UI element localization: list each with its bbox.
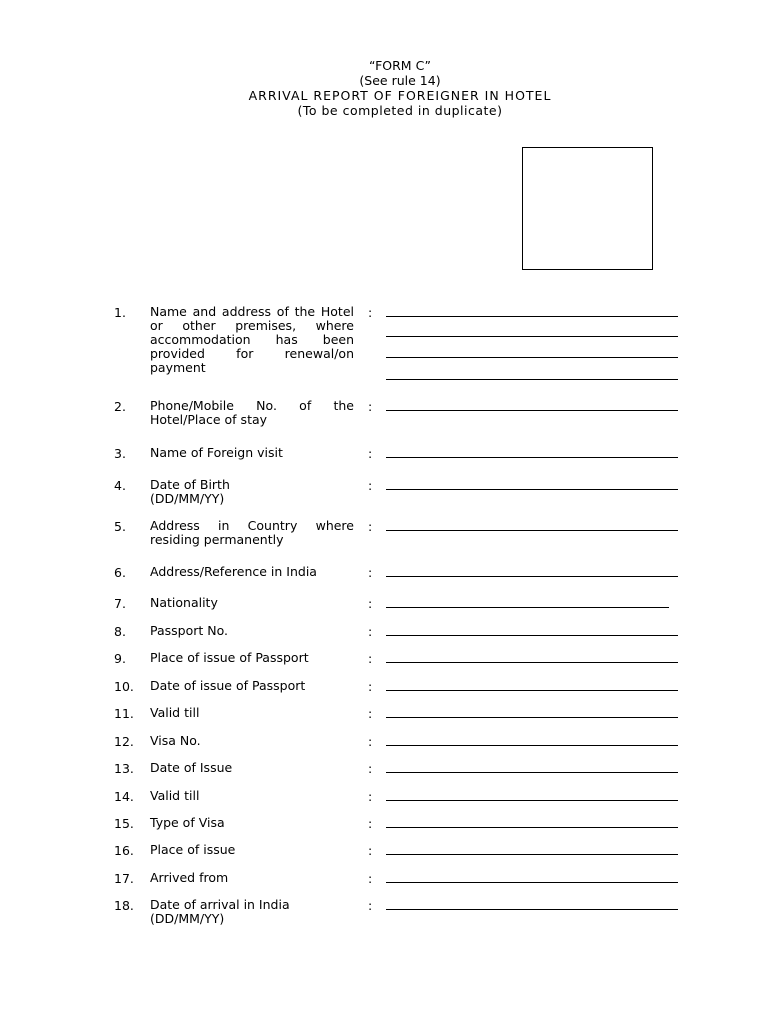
field-label: Name of Foreign visit [150,445,283,460]
field-label: Address in Country where residing permanently [150,518,354,547]
field-number: 3. [114,446,126,461]
field-number: 13. [114,761,134,776]
field-separator: : [368,596,373,611]
field-label: Date of issue of Passport [150,678,306,693]
answer-line[interactable] [386,635,678,636]
field-number: 9. [114,651,126,666]
field-label: Arrived from [150,870,229,885]
field-number: 2. [114,399,126,414]
field-separator: : [368,519,373,534]
answer-line[interactable] [386,379,678,380]
answer-line[interactable] [386,690,678,691]
answer-line[interactable] [386,909,678,910]
field-label: Name and address of the Hotel or other premises, where accommodation has been provided for renewal/on payment [150,304,354,375]
answer-line[interactable] [386,745,678,746]
field-separator: : [368,871,373,886]
field-label: Phone/Mobile No. of the Hotel/Place of stay [150,398,354,427]
field-label: Valid till [150,705,200,720]
answer-line[interactable] [386,717,678,718]
answer-line[interactable] [386,410,678,411]
field-number: 18. [114,898,134,913]
answer-line[interactable] [386,662,678,663]
field-separator: : [368,843,373,858]
answer-line[interactable] [386,607,669,608]
field-label: Date of Issue [150,760,233,775]
field-number: 4. [114,478,126,493]
field-number: 7. [114,596,126,611]
field-separator: : [368,706,373,721]
field-separator: : [368,651,373,666]
answer-line[interactable] [386,489,678,490]
form-name: “FORM C” [369,58,431,73]
field-separator: : [368,816,373,831]
form-title: ARRIVAL REPORT OF FOREIGNER IN HOTEL [248,88,552,103]
field-label: Passport No. [150,623,229,638]
field-separator: : [368,565,373,580]
photo-box [522,147,653,270]
field-separator: : [368,679,373,694]
answer-line[interactable] [386,576,678,577]
field-separator: : [368,789,373,804]
field-number: 10. [114,679,134,694]
field-separator: : [368,761,373,776]
field-separator: : [368,898,373,913]
field-number: 1. [114,305,126,320]
field-label: Type of Visa [150,815,225,830]
field-separator: : [368,624,373,639]
field-label: Visa No. [150,733,201,748]
field-number: 8. [114,624,126,639]
field-separator: : [368,734,373,749]
field-number: 6. [114,565,126,580]
field-separator: : [368,399,373,414]
field-separator: : [368,305,373,320]
field-number: 17. [114,871,134,886]
field-number: 5. [114,519,126,534]
rule-reference: (See rule 14) [359,73,441,88]
answer-line[interactable] [386,357,678,358]
field-number: 12. [114,734,134,749]
answer-line[interactable] [386,772,678,773]
field-number: 16. [114,843,134,858]
field-number: 15. [114,816,134,831]
answer-line[interactable] [386,336,678,337]
answer-line[interactable] [386,882,678,883]
field-separator: : [368,446,373,461]
field-number: 11. [114,706,134,721]
answer-line[interactable] [386,800,678,801]
field-label: Date of arrival in India (DD/MM/YY) [150,897,290,926]
answer-line[interactable] [386,854,678,855]
field-label: Nationality [150,595,218,610]
answer-line[interactable] [386,457,678,458]
field-separator: : [368,478,373,493]
field-label: Place of issue [150,842,236,857]
field-label: Place of issue of Passport [150,650,309,665]
form-subtitle: (To be completed in duplicate) [297,103,503,118]
answer-line[interactable] [386,827,678,828]
field-label: Date of Birth (DD/MM/YY) [150,477,230,506]
field-label: Valid till [150,788,200,803]
answer-line[interactable] [386,530,678,531]
field-number: 14. [114,789,134,804]
form-header [0,58,768,118]
answer-line[interactable] [386,316,678,317]
field-label: Address/Reference in India [150,564,317,579]
